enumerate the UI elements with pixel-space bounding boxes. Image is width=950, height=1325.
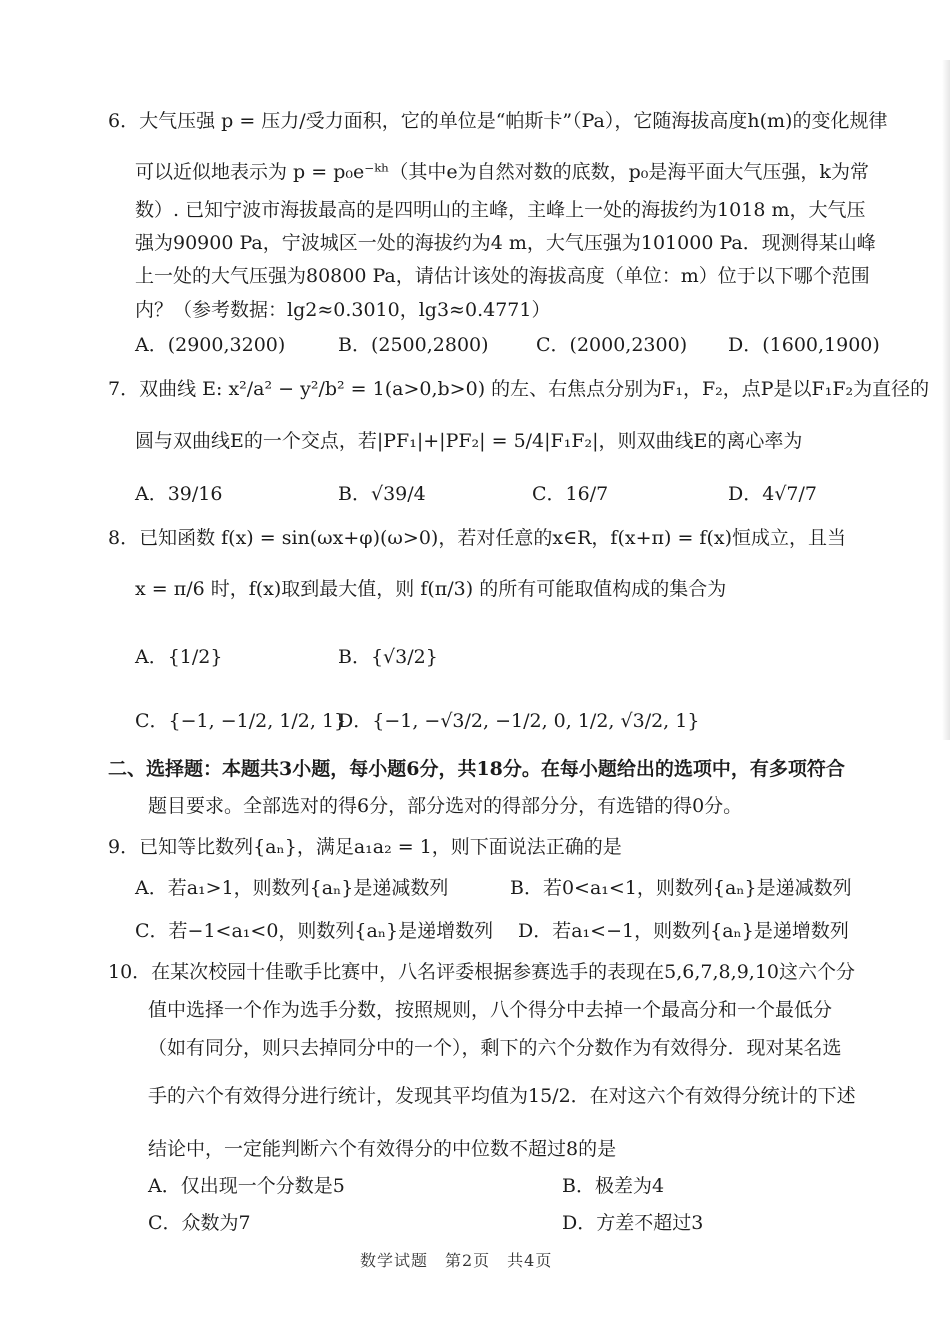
q9-option-b: B．若0<a₁<1，则数列{aₙ}是递减数列 bbox=[510, 877, 852, 899]
q8-option-a: A．{1/2} bbox=[135, 646, 223, 668]
q10-option-a: A．仅出现一个分数是5 bbox=[148, 1175, 345, 1197]
section2-heading-line-2: 题目要求。全部选对的得6分，部分选对的得部分分，有选错的得0分。 bbox=[148, 795, 743, 817]
q8-line-2: x = π/6 时，f(x)取到最大值，则 f(π/3) 的所有可能取值构成的集合为 bbox=[135, 578, 727, 600]
page-footer: 数学试题 第2页 共4页 bbox=[360, 1251, 553, 1270]
q6-option-b: B．(2500,2800) bbox=[338, 334, 489, 356]
q10-line-2: 值中选择一个作为选手分数，按照规则，八个得分中去掉一个最高分和一个最低分 bbox=[148, 999, 833, 1021]
page-edge-shadow bbox=[942, 60, 950, 740]
q7-option-b: B．√39/4 bbox=[338, 483, 426, 505]
q6-line-3: 数）. 已知宁波市海拔最高的是四明山的主峰，主峰上一处的海拔约为1018 m，大气压 bbox=[135, 199, 866, 221]
q7-line-1: 7．双曲线 E: x²/a² − y²/b² = 1(a>0,b>0) 的左、右焦点分别为F₁，F₂，点P是以F₁F₂为直径的 bbox=[108, 378, 930, 400]
q10-line-3: （如有同分，则只去掉同分中的一个），剩下的六个分数作为有效得分．现对某名选 bbox=[148, 1037, 842, 1059]
section2-heading-line-1: 二、选择题：本题共3小题，每小题6分，共18分。在每小题给出的选项中，有多项符合 bbox=[108, 758, 845, 780]
q10-option-c: C．众数为7 bbox=[148, 1212, 251, 1234]
q6-option-a: A．(2900,3200) bbox=[135, 334, 286, 356]
q7-option-a: A．39/16 bbox=[135, 483, 223, 505]
q6-line-5: 上一处的大气压强为80800 Pa，请估计该处的海拔高度（单位：m）位于以下哪个范围 bbox=[135, 265, 870, 287]
q6-line-2: 可以近似地表示为 p = p₀e⁻ᵏʰ（其中e为自然对数的底数，p₀是海平面大气压强，k为常 bbox=[135, 161, 869, 183]
q8-option-d: D．{−1, −√3/2, −1/2, 0, 1/2, √3/2, 1} bbox=[338, 710, 700, 732]
q9-option-c: C．若−1<a₁<0，则数列{aₙ}是递增数列 bbox=[135, 920, 494, 942]
q7-option-c: C．16/7 bbox=[532, 483, 609, 505]
q10-line-1: 10．在某次校园十佳歌手比赛中，八名评委根据参赛选手的表现在5,6,7,8,9,10这六个分 bbox=[108, 961, 855, 983]
q6-line-4: 强为90900 Pa，宁波城区一处的海拔约为4 m，大气压强为101000 Pa．现测得某山峰 bbox=[135, 232, 876, 254]
q6-line-1: 6．大气压强 p = 压力/受力面积，它的单位是“帕斯卡”（Pa），它随海拔高度h(m)的变化规律 bbox=[108, 110, 888, 132]
q6-option-d: D．(1600,1900) bbox=[728, 334, 880, 356]
q10-line-5: 结论中，一定能判断六个有效得分的中位数不超过8的是 bbox=[148, 1138, 617, 1160]
q9-option-a: A．若a₁>1，则数列{aₙ}是递减数列 bbox=[135, 877, 449, 899]
q10-line-4: 手的六个有效得分进行统计，发现其平均值为15/2．在对这六个有效得分统计的下述 bbox=[148, 1085, 856, 1107]
q9-option-d: D．若a₁<−1，则数列{aₙ}是递增数列 bbox=[518, 920, 849, 942]
q7-line-2: 圆与双曲线E的一个交点，若|PF₁|+|PF₂| = 5/4|F₁F₂|，则双曲线E的离心率为 bbox=[135, 430, 803, 452]
q10-option-b: B．极差为4 bbox=[562, 1175, 665, 1197]
q7-option-d: D．4√7/7 bbox=[728, 483, 818, 505]
q8-option-b: B．{√3/2} bbox=[338, 646, 438, 668]
q6-line-6: 内？（参考数据：lg2≈0.3010，lg3≈0.4771） bbox=[135, 299, 551, 321]
q10-option-d: D．方差不超过3 bbox=[562, 1212, 704, 1234]
q9-line-1: 9．已知等比数列{aₙ}，满足a₁a₂ = 1，则下面说法正确的是 bbox=[108, 836, 622, 858]
q8-line-1: 8．已知函数 f(x) = sin(ωx+φ)(ω>0)，若对任意的x∈R，f(x+π) = f(x)恒成立，且当 bbox=[108, 527, 846, 549]
q8-option-c: C．{−1, −1/2, 1/2, 1} bbox=[135, 710, 347, 732]
q6-option-c: C．(2000,2300) bbox=[536, 334, 688, 356]
